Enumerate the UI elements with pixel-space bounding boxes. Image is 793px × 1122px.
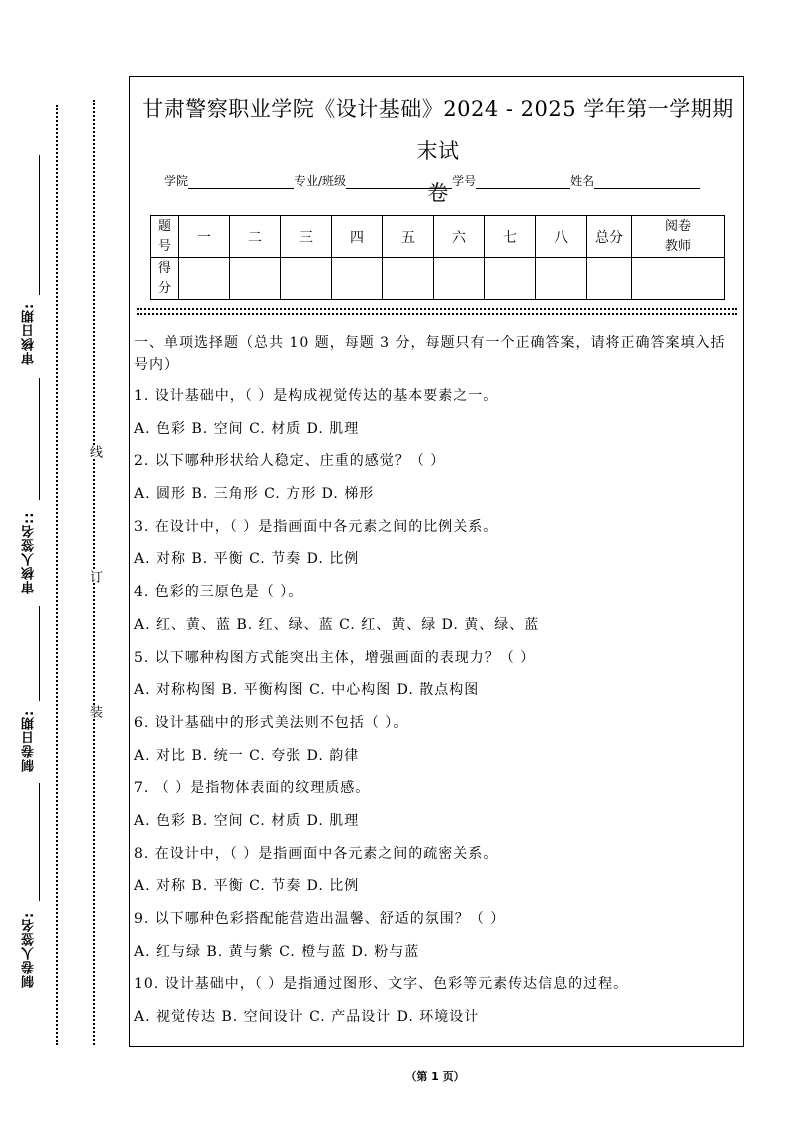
score-col-total: 总分 — [587, 216, 632, 258]
binding-mark-xian: 线 — [84, 445, 104, 458]
question-7: 7. （ ）是指物体表面的纹理质感。 — [134, 780, 371, 797]
score-table — [150, 215, 725, 300]
question-9: 9. 以下哪种色彩搭配能营造出温馨、舒适的氛围？（ ） — [134, 911, 506, 927]
review-date-label: 审核日期: — [22, 302, 37, 366]
college-label: 学院 — [164, 174, 189, 188]
question-8: 8. 在设计中，（ ）是指画面中各元素之间的疏密关系。 — [134, 845, 499, 862]
section1-heading: 一、单项选择题（总共 10 题，每题 3 分，每题只有一个正确答案，请将正确答案填入括号内） — [134, 335, 726, 373]
options-8: A. 对称 B. 平衡 C. 节奏 D. 比例 — [134, 878, 360, 895]
name-blank[interactable] — [594, 174, 700, 189]
options-1: A. 色彩 B. 空间 C. 材质 D. 肌理 — [134, 420, 360, 437]
reviewer-sign-line — [39, 378, 41, 500]
score-col-4: 四 — [332, 216, 383, 258]
score-table-header-row — [151, 216, 725, 258]
maker-sign-label: 制卷人签名: — [22, 911, 37, 989]
score-table-row2-label: 得 分 — [151, 258, 179, 300]
college-blank[interactable] — [188, 174, 294, 189]
question-2: 2. 以下哪种形状给人稳定、庄重的感觉？（ ） — [134, 453, 446, 470]
question-10: 10. 设计基础中，（ ）是指通过图形、文字、色彩等元素传达信息的过程。 — [134, 976, 629, 993]
score-cell-4[interactable] — [332, 258, 383, 300]
score-cell-2[interactable] — [230, 258, 281, 300]
score-cell-3[interactable] — [281, 258, 332, 300]
question-5: 5. 以下哪种构图方式能突出主体，增强画面的表现力？（ ） — [134, 649, 536, 666]
question-4: 4. 色彩的三原色是（ ）。 — [134, 584, 304, 601]
score-col-2: 二 — [230, 216, 281, 258]
exam-title — [134, 88, 742, 214]
score-cell-total[interactable] — [587, 258, 632, 300]
student-info-row — [164, 172, 724, 189]
score-col-grader: 阅卷 教师 — [632, 216, 725, 258]
section1 — [134, 332, 740, 1040]
options-9: A. 红与绿 B. 黄与紫 C. 橙与蓝 D. 粉与蓝 — [134, 943, 420, 960]
options-6: A. 对比 B. 统一 C. 夸张 D. 韵律 — [134, 747, 360, 764]
score-table-row1-label: 题 号 — [151, 216, 179, 258]
options-2: A. 圆形 B. 三角形 C. 方形 D. 梯形 — [134, 486, 375, 503]
section-divider — [137, 308, 737, 315]
margin-dotted-line-left — [56, 105, 58, 1045]
score-cell-5[interactable] — [383, 258, 434, 300]
options-10: A. 视觉传达 B. 空间设计 C. 产品设计 D. 环境设计 — [134, 1009, 480, 1026]
maker-sign-line — [39, 783, 41, 901]
exam-title-line2: 卷 — [427, 181, 449, 205]
major-label: 专业/班级 — [294, 174, 347, 188]
binding-mark-ding: 订 — [84, 570, 104, 583]
student-id-label: 学号 — [452, 174, 477, 188]
score-col-1: 一 — [179, 216, 230, 258]
score-col-5: 五 — [383, 216, 434, 258]
binding-mark-zhuang: 装 — [84, 705, 104, 718]
options-3: A. 对称 B. 平衡 C. 节奏 D. 比例 — [134, 551, 360, 568]
reviewer-sign-label: 审核人签名:: — [22, 511, 37, 594]
question-3: 3. 在设计中，（ ）是指画面中各元素之间的比例关系。 — [134, 518, 499, 535]
score-table-score-row — [151, 258, 725, 300]
score-cell-6[interactable] — [434, 258, 485, 300]
score-col-8: 八 — [536, 216, 587, 258]
score-col-6: 六 — [434, 216, 485, 258]
exam-title-line1: 甘肃警察职业学院《设计基础》2024 - 2025 学年第一学期期末试 — [142, 97, 734, 163]
score-cell-grader[interactable] — [632, 258, 725, 300]
make-date-line — [39, 606, 41, 701]
page-number: （第 1 页） — [405, 1070, 465, 1083]
options-5: A. 对称构图 B. 平衡构图 C. 中心构图 D. 散点构图 — [134, 682, 480, 699]
question-1: 1. 设计基础中，（ ）是构成视觉传达的基本要素之一。 — [134, 388, 499, 404]
question-6: 6. 设计基础中的形式美法则不包括（ ）。 — [134, 714, 409, 731]
score-col-3: 三 — [281, 216, 332, 258]
score-cell-1[interactable] — [179, 258, 230, 300]
score-cell-7[interactable] — [485, 258, 536, 300]
make-date-label: 制卷日期: — [22, 709, 37, 773]
major-blank[interactable] — [346, 174, 452, 189]
options-7: A. 色彩 B. 空间 C. 材质 D. 肌理 — [134, 812, 360, 829]
review-date-line — [39, 155, 41, 295]
score-cell-8[interactable] — [536, 258, 587, 300]
name-label: 姓名 — [570, 174, 595, 188]
student-id-blank[interactable] — [476, 174, 570, 189]
options-4: A. 红、黄、蓝 B. 红、绿、蓝 C. 红、黄、绿 D. 黄、绿、蓝 — [134, 616, 540, 633]
score-col-7: 七 — [485, 216, 536, 258]
